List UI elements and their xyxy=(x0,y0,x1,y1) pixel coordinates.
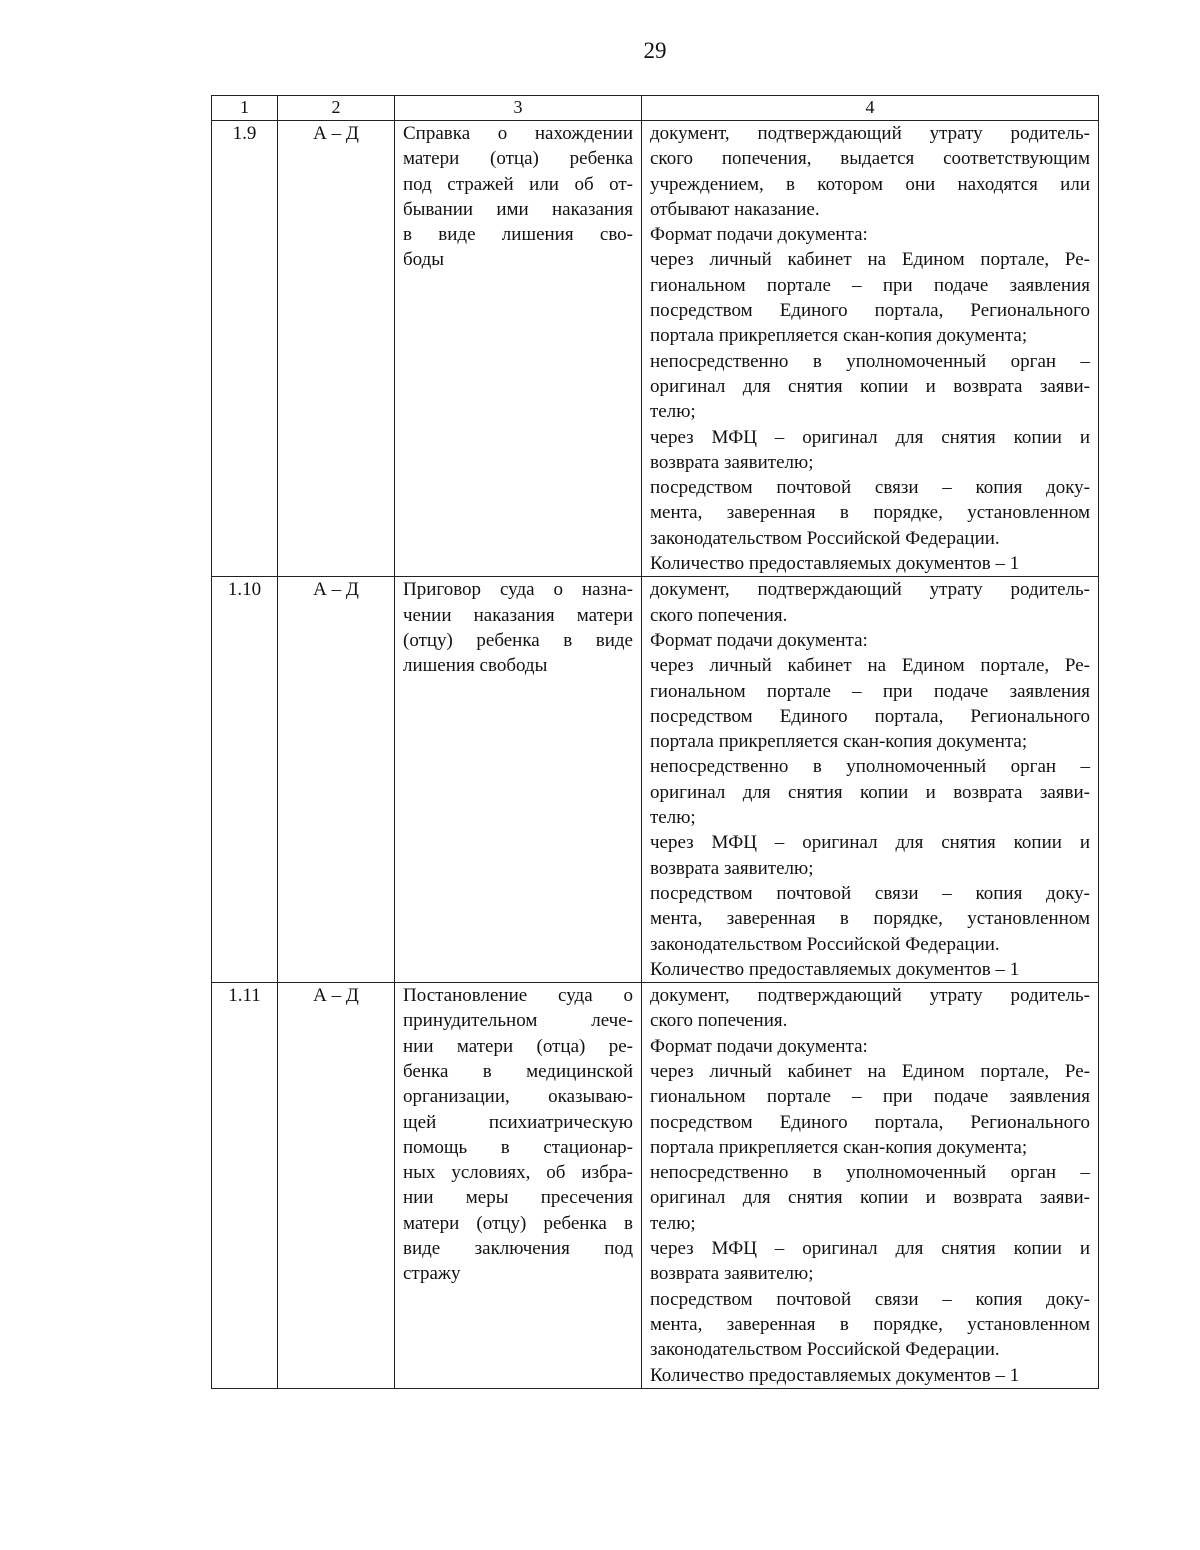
document-description-line: законодательством Российской Федерации. xyxy=(650,1339,1000,1361)
document-description-line: отбывают наказание. xyxy=(650,198,820,220)
document-description-line: ского попечения. xyxy=(650,604,788,626)
document-description-line: ского попечения, выдается соответствующим xyxy=(650,148,1090,170)
document-description-line: мента, заверенная в порядке, установленном xyxy=(650,908,1090,930)
document-description-line: посредством почтовой связи – копия доку- xyxy=(650,882,1090,904)
document-name-line: (отцу) ребенка в виде xyxy=(403,629,633,651)
document-name-line: бенка в медицинской xyxy=(403,1060,633,1082)
document-description-line: через МФЦ – оригинал для снятия копии и xyxy=(650,832,1090,854)
document-description-line: документ, подтверждающий утрату родитель- xyxy=(650,579,1090,601)
row-number: 1.10 xyxy=(212,577,278,983)
row-category: А – Д xyxy=(278,121,395,577)
page-number: 29 xyxy=(643,38,667,63)
document-description-line: через МФЦ – оригинал для снятия копии и xyxy=(650,1238,1090,1260)
document-description-line: гиональном портале – при подаче заявления xyxy=(650,274,1090,296)
document-description-line: телю; xyxy=(650,401,696,423)
document-description-line: мента, заверенная в порядке, установленном xyxy=(650,502,1090,524)
table-row xyxy=(212,577,1099,983)
document-name xyxy=(395,121,642,577)
document-description-line: мента, заверенная в порядке, установленном xyxy=(650,1313,1090,1335)
document-name-line: в виде лишения сво- xyxy=(403,224,633,246)
document-description-line: законодательством Российской Федерации. xyxy=(650,933,1000,955)
document-description-line: посредством почтовой связи – копия доку- xyxy=(650,477,1090,499)
document-description xyxy=(642,983,1099,1389)
document-description-line: оригинал для снятия копии и возврата заяви- xyxy=(650,781,1090,803)
document-description-line: портала прикрепляется скан-копия документа; xyxy=(650,325,1028,347)
document-description-line: документ, подтверждающий утрату родитель- xyxy=(650,123,1090,144)
table-row xyxy=(212,983,1099,1389)
document-description-line: портала прикрепляется скан-копия документа; xyxy=(650,731,1028,753)
document-description-line: посредством Единого портала, Регионального xyxy=(650,1111,1090,1133)
document-name-line: принудительном лече- xyxy=(403,1010,633,1032)
document-name-line: нии матери (отца) ре- xyxy=(403,1035,633,1057)
document-description-line: Количество предоставляемых документов – 1 xyxy=(650,553,1020,575)
document-description-line: Количество предоставляемых документов – 1 xyxy=(650,1364,1020,1386)
header-col-2: 2 xyxy=(278,96,395,121)
document-description-line: портала прикрепляется скан-копия документа; xyxy=(650,1136,1028,1158)
document-name-line: бывании ими наказания xyxy=(403,198,633,220)
document-description-line: посредством почтовой связи – копия доку- xyxy=(650,1288,1090,1310)
document-name-line: Приговор суда о назна- xyxy=(403,579,633,601)
document-name-line: Справка о нахождении xyxy=(403,123,633,144)
document-description xyxy=(642,577,1099,983)
document-name-line: боды xyxy=(403,249,445,271)
document-name-line: стражу xyxy=(403,1263,461,1285)
document-description-line: Количество предоставляемых документов – 1 xyxy=(650,958,1020,980)
document-name-line: виде заключения под xyxy=(403,1238,633,1260)
document-name-line: нии меры пресечения xyxy=(403,1187,633,1209)
document-name-line: матери (отца) ребенка xyxy=(403,148,633,170)
document-description-line: возврата заявителю; xyxy=(650,451,814,473)
document-description-line: Формат подачи документа: xyxy=(650,1035,868,1057)
document-name xyxy=(395,983,642,1389)
document-description-line: через МФЦ – оригинал для снятия копии и xyxy=(650,426,1090,448)
document-name-line: под стражей или об от- xyxy=(403,173,633,195)
document-description-line: непосредственно в уполномоченный орган – xyxy=(650,756,1090,778)
row-number: 1.11 xyxy=(212,983,278,1389)
document-description-line: Формат подачи документа: xyxy=(650,629,868,651)
document-table xyxy=(211,95,1099,1389)
table-row xyxy=(212,121,1099,577)
document-name-line: щей психиатрическую xyxy=(403,1111,633,1133)
header-col-3: 3 xyxy=(395,96,642,121)
document-description-line: посредством Единого портала, Регионального xyxy=(650,300,1090,322)
table-body xyxy=(212,121,1099,1389)
row-number: 1.9 xyxy=(212,121,278,577)
document-description-line: через личный кабинет на Едином портале, Ре- xyxy=(650,655,1090,677)
row-category: А – Д xyxy=(278,983,395,1389)
document-description-line: возврата заявителю; xyxy=(650,857,814,879)
document-description-line: учреждением, в котором они находятся или xyxy=(650,173,1090,195)
document-name-line: организации, оказываю- xyxy=(403,1086,633,1108)
document-description-line: Формат подачи документа: xyxy=(650,224,868,246)
header-col-4: 4 xyxy=(642,96,1099,121)
document-description xyxy=(642,121,1099,577)
document-description-line: через личный кабинет на Едином портале, Ре- xyxy=(650,249,1090,271)
document-description-line: непосредственно в уполномоченный орган – xyxy=(650,1162,1090,1184)
document-description-line: телю; xyxy=(650,1212,696,1234)
header-col-1: 1 xyxy=(212,96,278,121)
document-description-line: посредством Единого портала, Регионального xyxy=(650,705,1090,727)
document-name-line: Постановление суда о xyxy=(403,985,633,1007)
document-description-line: гиональном портале – при подаче заявления xyxy=(650,680,1090,702)
document-description-line: телю; xyxy=(650,807,696,829)
document-name-line: помощь в стационар- xyxy=(403,1136,633,1158)
document-name-line: ных условиях, об избра- xyxy=(403,1162,633,1184)
document-description-line: через личный кабинет на Едином портале, Ре- xyxy=(650,1060,1090,1082)
header-row xyxy=(212,96,1099,121)
document-name-line: лишения свободы xyxy=(403,655,548,677)
document-description-line: гиональном портале – при подаче заявления xyxy=(650,1086,1090,1108)
document-description-line: возврата заявителю; xyxy=(650,1263,814,1285)
document-name-line: чении наказания матери xyxy=(403,604,633,626)
document-description-line: оригинал для снятия копии и возврата заяви- xyxy=(650,1187,1090,1209)
document-description-line: оригинал для снятия копии и возврата заяви- xyxy=(650,375,1090,397)
document-description-line: документ, подтверждающий утрату родитель- xyxy=(650,985,1090,1007)
row-category: А – Д xyxy=(278,577,395,983)
document-name xyxy=(395,577,642,983)
document-description-line: законодательством Российской Федерации. xyxy=(650,527,1000,549)
table-header xyxy=(212,96,1099,121)
document-description-line: ского попечения. xyxy=(650,1010,788,1032)
document-name-line: матери (отцу) ребенка в xyxy=(403,1212,633,1234)
document-description-line: непосредственно в уполномоченный орган – xyxy=(650,350,1090,372)
